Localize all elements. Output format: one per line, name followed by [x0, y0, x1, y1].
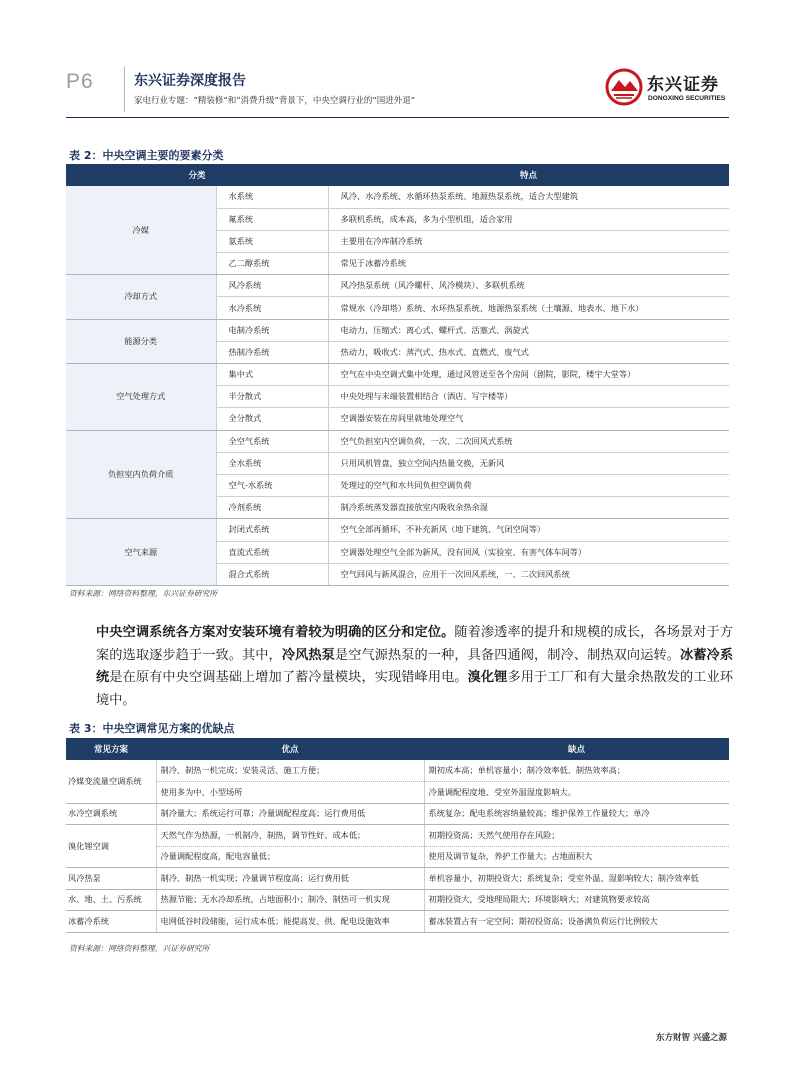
report-title: 东兴证券深度报告: [134, 73, 246, 89]
table2-feature-cell: 热动力，吸收式：蒸汽式、热水式、直燃式、废气式: [328, 341, 729, 363]
page-header: [66, 62, 729, 114]
table3-row: [66, 911, 729, 933]
table2-feature-cell: 风冷热泵系统（风冷螺杆、风冷模块）、多联机系统: [328, 275, 729, 297]
table3-header-scheme: 常见方案: [66, 738, 156, 760]
table2-subtype-cell: 集中式: [216, 364, 328, 386]
table3-header-pros: 优点: [156, 738, 424, 760]
table2-category-cell: 空气处理方式: [66, 364, 216, 431]
body-paragraph: [96, 622, 733, 712]
para-bold-3: 冰蓄冷系统: [96, 647, 734, 685]
table3-cons-cell: 系统复杂；配电系统容纳量较高；维护保养工作量较大；单冷: [424, 803, 729, 825]
logo-text-cn: 东兴证券: [647, 75, 719, 95]
page-footer: 东方财智 兴盛之源: [656, 1033, 727, 1043]
page-number: P6: [66, 70, 94, 93]
table3-row: [66, 760, 729, 782]
para-text-2: 是空气源热泵的一种，具备四通阀，制冷、制热双向运转。: [334, 647, 681, 663]
table2-subtype-cell: 氟系统: [216, 208, 328, 230]
table3-cons-cell: 使用及调节复杂，养护工作量大；占地面积大: [424, 846, 729, 868]
table3-cons-cell: 蓄冰装置占有一定空间；期初投资高；设备满负荷运行比例较大: [424, 911, 729, 933]
table2-subtype-cell: 全分散式: [216, 408, 328, 430]
table3-cons-cell: 初期投资大，受地理局限大；环境影响大；对建筑物要求较高: [424, 889, 729, 911]
table2-subtype-cell: 风冷系统: [216, 275, 328, 297]
table2-row: [66, 519, 729, 541]
table2-row: [66, 319, 729, 341]
logo-mark-icon: [605, 68, 643, 106]
table2-subtype-cell: 封闭式系统: [216, 519, 328, 541]
table2-feature-cell: 多联机系统，成本高，多为小型机组，适合家用: [328, 208, 729, 230]
table2-subtype-cell: 乙二醇系统: [216, 253, 328, 275]
table3-cons-cell: 期初成本高；单机容量小；制冷效率低、制热效率高；: [424, 760, 729, 782]
table2-feature-cell: 空调器处理空气全部为新风，没有回风（实验室、有害气体车间等）: [328, 541, 729, 563]
table2-feature-cell: 风冷、水冷系统、水循环热泵系统、地源热泵系统，适合大型建筑: [328, 186, 729, 208]
table2-feature-cell: 常见于冰蓄冷系统: [328, 253, 729, 275]
table3-cons-cell: 冷量调配程度地、受室外温湿度影响大。: [424, 782, 729, 804]
table2-source: 资料来源：网络资料整理，东兴证券研究所: [69, 589, 218, 598]
table3-pros-cell: 制冷量大；系统运行可靠；冷量调配程度高；运行费用低: [156, 803, 424, 825]
table2-row: [66, 430, 729, 452]
table2-row: [66, 364, 729, 386]
table2-feature-cell: 处理过的空气和水共同负担空调负荷: [328, 474, 729, 496]
table3-pros-cell: 电网低谷时段储能，运行成本低；能提高发、供、配电设施效率: [156, 911, 424, 933]
table2-subtype-cell: 混合式系统: [216, 563, 328, 585]
table2-feature-cell: 空气全部再循环，不补充新风（地下建筑、气闭空间等）: [328, 519, 729, 541]
table2-feature-cell: 电动力，压缩式：离心式、螺杆式、活塞式、涡旋式: [328, 319, 729, 341]
table3-scheme-cell: 水冷空调系统: [66, 803, 156, 825]
table2-subtype-cell: 氨系统: [216, 230, 328, 252]
table3-pros-cell: 制冷、制热一机实现；冷量调节程度高；运行费用低: [156, 868, 424, 890]
table2-feature-cell: 空气在中央空调式集中处理，通过风管送至各个房间（剧院，影院，楼宇大堂等）: [328, 364, 729, 386]
table2-header-category: 分类: [66, 164, 328, 186]
logo-text-en: DONGXING SECURITIES: [648, 95, 726, 102]
table2-subtype-cell: 全空气系统: [216, 430, 328, 452]
table2-feature-cell: 中央处理与末端装置相结合（酒店、写字楼等）: [328, 386, 729, 408]
table3-pros-cell: 制冷、制热一机完成；安装灵活、施工方便；: [156, 760, 424, 782]
table2-header-feature: 特点: [328, 164, 729, 186]
table2-feature-cell: 常规水（冷却塔）系统、水环热泵系统、地源热泵系统（土壤源、地表水、地下水）: [328, 297, 729, 319]
table2-row: [66, 186, 729, 208]
para-text-3: 是在原有中央空调基础上增加了蓄冷量模块，实现错峰用电。: [109, 670, 468, 685]
table3-row: [66, 803, 729, 825]
table3-pros-cell: 天然气作为热源，一机制冷、制热，调节性好、成本低；: [156, 825, 424, 847]
table2-subtype-cell: 空气-水系统: [216, 474, 328, 496]
table2-feature-cell: 只用风机管盘，独立空间内热量交换，无新风: [328, 452, 729, 474]
table3-scheme-cell: 风冷热泵: [66, 868, 156, 890]
table2-category-cell: 能源分类: [66, 319, 216, 363]
table3-row: [66, 825, 729, 847]
table3-row: [66, 846, 729, 868]
table2-header-row: [66, 164, 729, 186]
table3-scheme-cell: 冷媒变流量空调系统: [66, 760, 156, 803]
table3-scheme-cell: 溴化锂空调: [66, 825, 156, 868]
table3-pros-cell: 热源节能；无水冷却系统，占地面积小；制冷、制热可一机实现: [156, 889, 424, 911]
table3-scheme-cell: 水、地、土、污系统: [66, 889, 156, 911]
table3-title: 表 3：中央空调常见方案的优缺点: [69, 722, 235, 735]
para-bold-2: 冷风热泵: [281, 647, 335, 663]
table2-feature-cell: 空气负担室内空调负荷，一次、二次回风式系统: [328, 430, 729, 452]
table2-category-cell: 空气来源: [66, 519, 216, 586]
table3-header-row: [66, 738, 729, 760]
table3: [66, 738, 729, 933]
table2: [66, 164, 729, 586]
para-text-4: 多用于工厂和有大量余热散发的工业环境中。: [96, 670, 734, 708]
table2-category-cell: 冷却方式: [66, 275, 216, 319]
table3-cons-cell: 单机容量小，初期投资大；系统复杂；受室外温、湿影响较大；制冷效率低: [424, 868, 729, 890]
table2-title: 表 2：中央空调主要的要素分类: [69, 149, 224, 162]
header-divider: [124, 66, 125, 112]
table2-feature-cell: 空调器安装在房间里就地处理空气: [328, 408, 729, 430]
table2-subtype-cell: 水系统: [216, 186, 328, 208]
table2-subtype-cell: 水冷系统: [216, 297, 328, 319]
para-bold-1: 中央空调系统各方案对安装环境有着较为明确的区分和定位。: [96, 625, 455, 640]
para-bold-4: 溴化锂: [467, 670, 508, 685]
table3-pros-cell: 冷量调配程度高，配电容量低；: [156, 846, 424, 868]
table3-row: [66, 782, 729, 804]
para-text-1: 随着渗透率的提升和规模的成长，各场景对于方案的选取逐步趋于一致。其中，: [96, 625, 733, 663]
header-rule: [66, 117, 729, 118]
table3-pros-cell: 使用多为中、小型场所: [156, 782, 424, 804]
table2-subtype-cell: 电制冷系统: [216, 319, 328, 341]
table3-row: [66, 889, 729, 911]
table2-subtype-cell: 半分散式: [216, 386, 328, 408]
table2-subtype-cell: 直流式系统: [216, 541, 328, 563]
table2-feature-cell: 主要用在冷库制冷系统: [328, 230, 729, 252]
table2-row: [66, 275, 729, 297]
table3-scheme-cell: 冰蓄冷系统: [66, 911, 156, 933]
table2-subtype-cell: 全水系统: [216, 452, 328, 474]
company-logo: [605, 66, 729, 110]
table3-header-cons: 缺点: [424, 738, 729, 760]
report-subtitle: 家电行业专题：“精装修”和“消费升级”背景下，中央空调行业的“国进外退”: [134, 96, 416, 106]
table3-source: 资料来源：网络资料整理，兴证券研究所: [69, 944, 210, 953]
table2-subtype-cell: 热制冷系统: [216, 341, 328, 363]
table2-feature-cell: 空气回风与新风混合，应用于一次回风系统，一、二次回风系统: [328, 563, 729, 585]
table2-category-cell: 冷媒: [66, 186, 216, 275]
table2-feature-cell: 制冷系统蒸发器直接放室内吸收余热余湿: [328, 497, 729, 519]
table2-subtype-cell: 冷剂系统: [216, 497, 328, 519]
table3-row: [66, 868, 729, 890]
table2-category-cell: 负担室内负荷介质: [66, 430, 216, 519]
table3-cons-cell: 初期投资高；天然气使用存在风险；: [424, 825, 729, 847]
